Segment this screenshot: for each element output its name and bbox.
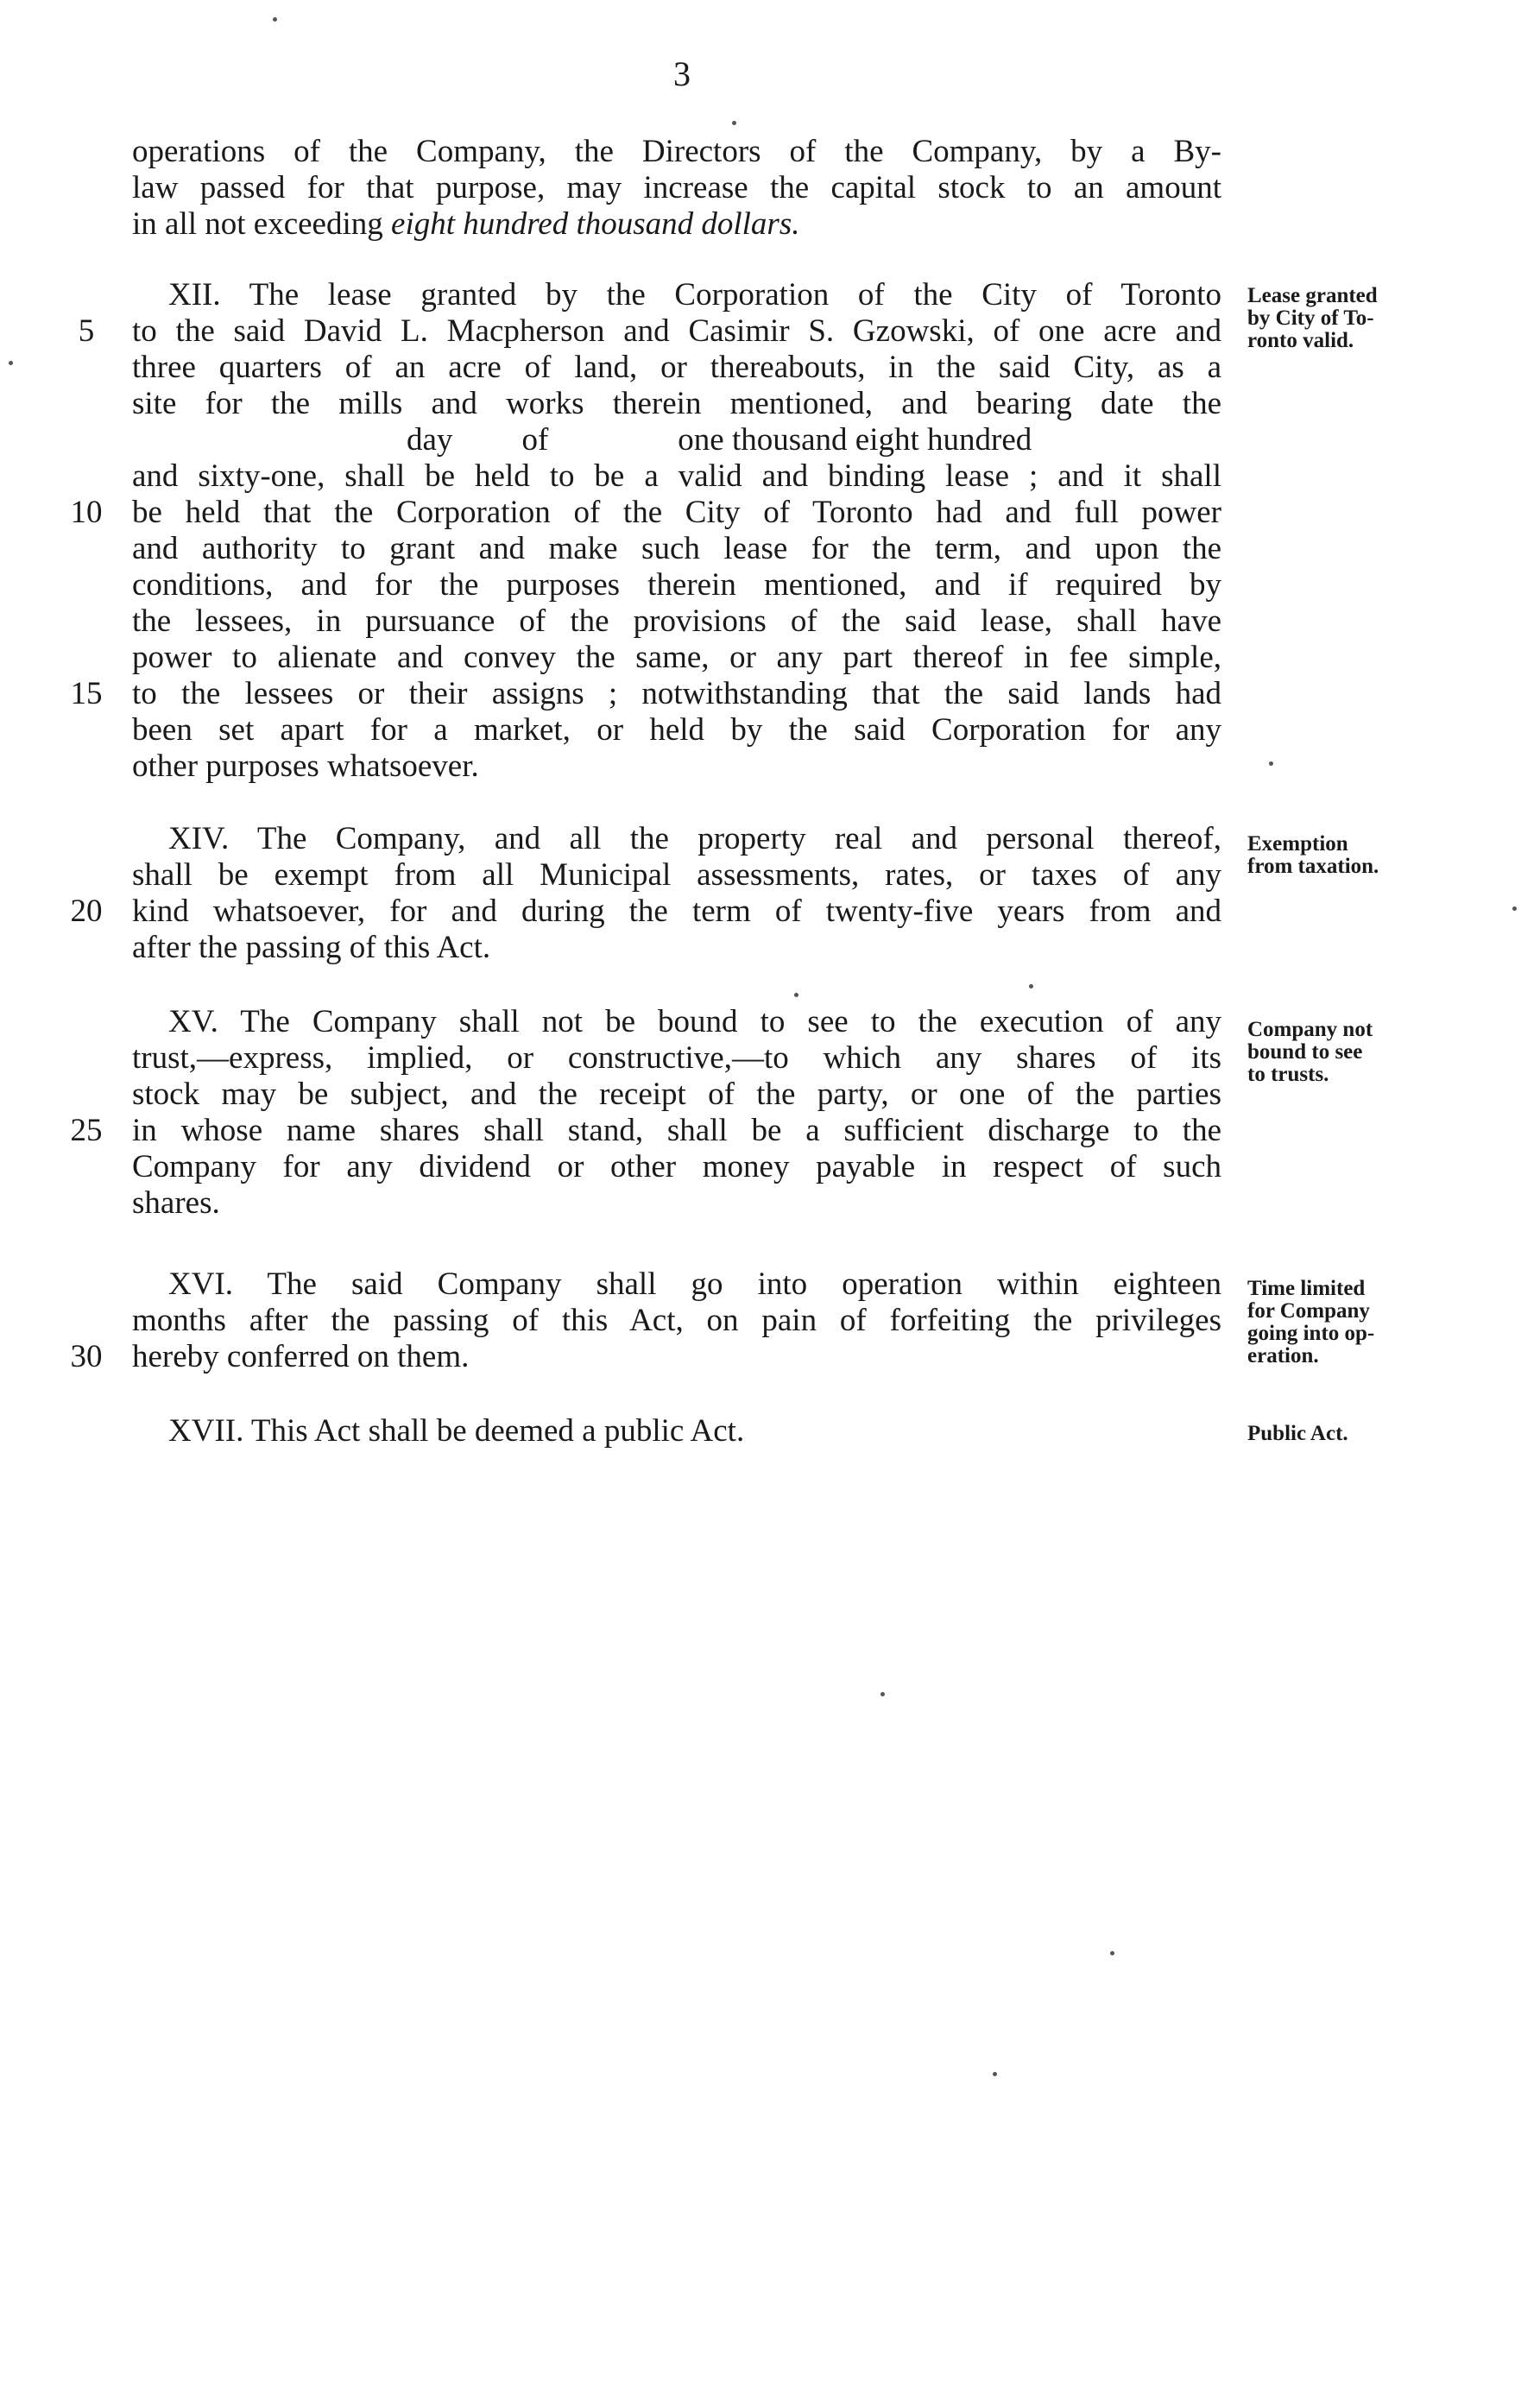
text-line: be held that the Corporation of the City of Toronto had and full power xyxy=(132,495,1221,530)
text-line: months after the passing of this Act, on pain of forfeiting the privileges xyxy=(132,1303,1221,1338)
blank-day: day xyxy=(407,422,453,458)
text-line: site for the mills and works therein mentioned, and bearing date the xyxy=(132,386,1221,421)
margin-note-line: to trusts. xyxy=(1247,1063,1329,1086)
text-line: stock may be subject, and the receipt of the party, or one of the parties xyxy=(132,1077,1221,1112)
text-line xyxy=(132,207,1221,242)
scan-speck xyxy=(732,121,736,125)
text-line: operations of the Company, the Directors of the Company, by a By- xyxy=(132,134,1221,169)
text-line: to the lessees or their assigns ; notwithstanding that the said lands had xyxy=(132,676,1221,711)
text-line: XII. The lease granted by the Corporation of the City of Toronto xyxy=(168,277,1221,313)
text-line: in whose name shares shall stand, shall be a sufficient discharge to the xyxy=(132,1113,1221,1148)
margin-note xyxy=(1247,285,1455,352)
scan-speck xyxy=(794,993,798,997)
text-line: XVI. The said Company shall go into operation within eighteen xyxy=(168,1266,1221,1302)
scan-speck xyxy=(1110,1951,1114,1955)
text-line: Company for any dividend or other money payable in respect of such xyxy=(132,1149,1221,1184)
line-number: 20 xyxy=(70,894,103,929)
text-line: XV. The Company shall not be bound to see to the execution of any xyxy=(168,1004,1221,1039)
blank-of: of xyxy=(521,422,549,458)
scan-speck xyxy=(1269,761,1273,766)
line-number: 5 xyxy=(78,313,95,349)
margin-note-line: Lease granted xyxy=(1247,284,1378,307)
margin-note-line: going into op- xyxy=(1247,1322,1375,1345)
margin-note-line: for Company xyxy=(1247,1299,1370,1323)
margin-note-line: bound to see xyxy=(1247,1040,1363,1064)
margin-note xyxy=(1247,833,1455,878)
text-line-prefix: in all not exceeding xyxy=(132,206,392,242)
margin-note-line: eration. xyxy=(1247,1344,1319,1367)
text-line: and authority to grant and make such lease for the term, and upon the xyxy=(132,531,1221,566)
scan-speck xyxy=(273,17,277,22)
text-line: XVII. This Act shall be deemed a public Act. xyxy=(168,1413,745,1449)
text-line: and sixty-one, shall be held to be a valid and binding lease ; and it shall xyxy=(132,458,1221,494)
margin-note-line: Company not xyxy=(1247,1018,1373,1041)
line-number: 30 xyxy=(70,1339,103,1374)
text-line: kind whatsoever, for and during the term of twenty-five years from and xyxy=(132,894,1221,929)
line-number: 15 xyxy=(70,676,103,711)
scan-speck xyxy=(993,2072,997,2076)
scan-speck xyxy=(1029,984,1033,988)
text-line: XIV. The Company, and all the property real and personal thereof, xyxy=(168,821,1221,856)
margin-note-line: ronto valid. xyxy=(1247,329,1354,352)
text-line: conditions, and for the purposes therein mentioned, and if required by xyxy=(132,567,1221,603)
text-line: shall be exempt from all Municipal assessments, rates, or taxes of any xyxy=(132,857,1221,893)
text-line: trust,—express, implied, or constructive,—to which any shares of its xyxy=(132,1040,1221,1076)
margin-note-line: Time limited xyxy=(1247,1277,1366,1300)
margin-note-line: from taxation. xyxy=(1247,855,1379,878)
year-text: one thousand eight hundred xyxy=(678,422,1032,458)
margin-note-line: by City of To- xyxy=(1247,306,1374,330)
text-line: been set apart for a market, or held by the said Corporation for any xyxy=(132,712,1221,748)
margin-note xyxy=(1247,1019,1455,1086)
text-line: shares. xyxy=(132,1185,220,1221)
text-line-with-blanks xyxy=(132,423,1221,458)
scan-speck xyxy=(9,361,13,365)
text-line: other purposes whatsoever. xyxy=(132,748,479,784)
margin-note-line: Exemption xyxy=(1247,832,1348,856)
scan-speck xyxy=(1512,906,1517,911)
text-line: law passed for that purpose, may increase the capital stock to an amount xyxy=(132,170,1221,205)
text-line: the lessees, in pursuance of the provisions of the said lease, shall have xyxy=(132,603,1221,639)
margin-note-line: Public Act. xyxy=(1247,1422,1348,1445)
line-number: 10 xyxy=(70,495,103,530)
margin-note xyxy=(1247,1423,1455,1445)
text-line: hereby conferred on them. xyxy=(132,1339,470,1374)
scan-speck xyxy=(880,1692,885,1696)
margin-note xyxy=(1247,1278,1455,1367)
text-line: three quarters of an acre of land, or thereabouts, in the said City, as a xyxy=(132,350,1221,385)
text-line: power to alienate and convey the same, or any part thereof in fee simple, xyxy=(132,640,1221,675)
text-line: to the said David L. Macpherson and Casimir S. Gzowski, of one acre and xyxy=(132,313,1221,349)
page-number: 3 xyxy=(673,54,691,93)
line-number: 25 xyxy=(70,1113,103,1148)
text-line: after the passing of this Act. xyxy=(132,930,491,965)
italic-amount: eight hundred thousand dollars. xyxy=(391,206,800,242)
